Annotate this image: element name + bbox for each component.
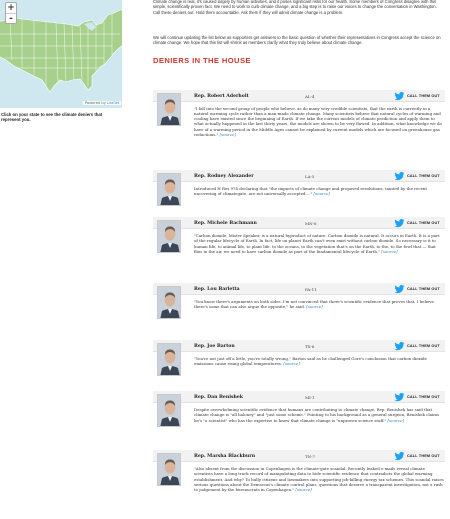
- zoom-in-button[interactable]: +: [7, 3, 15, 13]
- intro-paragraph-2: We will continue updating the list below as supporters get answers to the basic question of whether their representatives in Congress accept the science on climate change. We hope that this list will shrink as members clarify what they truly believe about climate change.: [153, 35, 441, 46]
- twitter-bird-icon: [394, 393, 405, 402]
- rep-district: MN-6: [305, 220, 317, 226]
- quote-text: "You know there's arguments on both sides. I'm not convinced that there's scientific evidence that proves that. I believe there's some that can also argue the opposite," he said.: [194, 299, 434, 310]
- twitter-bird-icon: [394, 219, 405, 228]
- source-link[interactable]: [source]: [381, 248, 398, 254]
- rep-quote: [194, 186, 444, 197]
- section-title: DENIERS IN THE HOUSE: [153, 56, 251, 65]
- quote-text: Despite overwhelming scientific evidence that humans are contributing to climate change, Rep. Benishek has said that climate change is "all baloney" and "just some scheme." Pointing to his background as a general surgeon, Benishek claims he's "a scientist" who has the expertise to know that climate change is "unproven science stuff.": [194, 407, 439, 423]
- zoom-out-button[interactable]: -: [6, 13, 16, 23]
- source-link[interactable]: [source]: [313, 191, 330, 197]
- rep-photo: [157, 173, 181, 206]
- headshot-silhouette: [158, 344, 181, 376]
- call-them-out-button[interactable]: [394, 91, 440, 101]
- twitter-bird-icon: [394, 285, 405, 294]
- rep-quote: [194, 466, 444, 492]
- headshot-silhouette: [158, 221, 181, 253]
- climate-denier-map[interactable]: [0, 0, 122, 108]
- rep-name: Rep. Rodney Alexander: [194, 173, 254, 179]
- rep-photo: [157, 220, 181, 253]
- us-states-map[interactable]: [0, 0, 122, 108]
- rep-district: TX-6: [305, 343, 315, 349]
- rep-name: Rep. Lou Barletta: [194, 286, 240, 292]
- quote-text: "Carbon dioxide, Mister Speaker, is a natural byproduct of nature. Carbon dioxide is natural. It occurs in Earth. It is a part of the regular lifecycle of Earth. In fact, life on planet Earth can't even exist without carbon dioxide. So necessary is it to human life, to animal life, to plant life, to the oceans, to the vegetation that's on the Earth, to the, to the fowl that — that flies in the air, we need to have carbon dioxide as part of the fundamental lifecycle of Earth.": [194, 233, 440, 254]
- call-them-out-label: CALL THEM OUT: [407, 395, 440, 399]
- twitter-bird-icon: [394, 92, 405, 101]
- call-them-out-button[interactable]: [394, 341, 440, 351]
- call-them-out-button[interactable]: [394, 451, 440, 461]
- map-attribution: [83, 101, 121, 105]
- twitter-bird-icon: [394, 342, 405, 351]
- rep-photo: [157, 394, 181, 427]
- headshot-silhouette: [158, 287, 181, 319]
- call-them-out-label: CALL THEM OUT: [407, 344, 440, 348]
- call-them-out-button[interactable]: [394, 218, 440, 228]
- rep-district: PA-11: [305, 286, 317, 292]
- rep-district: AL-4: [305, 93, 315, 99]
- rep-name: Rep. Joe Barton: [194, 343, 235, 349]
- rep-quote: [194, 233, 444, 254]
- rep-photo: [157, 93, 181, 126]
- source-link[interactable]: [source]: [387, 417, 404, 423]
- call-them-out-button[interactable]: [394, 392, 440, 402]
- rep-quote: [194, 106, 444, 138]
- zoom-control: [5, 2, 17, 24]
- intro-paragraph-1: Climate change is real, it's caused largely by human activities, and it poses significant risks for our health. Some members of Congress disagree with this simple, scientifically proven fact. We need to work to curb climate change, and a big step is to raise our voices to change the conversation in Washington. Call these deniers out. Hold them accountable. Ask them if they will admit climate change is a problem.: [153, 0, 437, 15]
- rep-name: Rep. Dan Benishek: [194, 394, 243, 400]
- rep-district: LA-5: [305, 173, 315, 179]
- call-them-out-label: CALL THEM OUT: [407, 174, 440, 178]
- rep-quote: [194, 356, 444, 367]
- attribution-prefix: Powered by: [85, 101, 106, 105]
- call-them-out-button[interactable]: [394, 284, 440, 294]
- leaflet-link[interactable]: Leaflet: [107, 101, 120, 105]
- source-link[interactable]: [source]: [219, 131, 236, 137]
- call-them-out-label: CALL THEM OUT: [407, 287, 440, 291]
- rep-district: MI-1: [305, 394, 315, 400]
- rep-quote: [194, 299, 444, 310]
- contiguous-us-shape[interactable]: [0, 10, 122, 92]
- rep-photo: [157, 453, 181, 486]
- rep-name: Rep. Robert Aderholt: [194, 93, 249, 99]
- quote-text: "You're not just off a little, you're totally wrong," Barton said as he challenged Gore's conclusion that carbon dioxide emissions cause rising global temperatures.: [194, 356, 427, 367]
- twitter-bird-icon: [394, 452, 405, 461]
- call-them-out-label: CALL THEM OUT: [407, 94, 440, 98]
- source-link[interactable]: [source]: [283, 361, 300, 367]
- rep-photo: [157, 286, 181, 319]
- headshot-silhouette: [158, 174, 181, 206]
- call-them-out-label: CALL THEM OUT: [407, 221, 440, 225]
- call-them-out-label: CALL THEM OUT: [407, 454, 440, 458]
- quote-text: "I fall into the second group of people who believe, as do many very credible scientists, that the earth is currently in a natural warming cycle rather than a man-made climate change. Many scientists believe that natural cycles of warming and cooling have existed since the beginning of Earth. If we take the current models of climate prediction and apply them to what actually happened in the last thirty years, the models are shown to be very flawed. In addition, what knowledge we do have of a warming period in the Middle Ages cannot be explained by current models which are focused on greenhouse gas reductions.": [194, 105, 442, 137]
- source-link[interactable]: [source]: [306, 304, 323, 310]
- headshot-silhouette: [158, 454, 181, 486]
- map-caption: Click on your state to see the climate deniers that represent you.: [1, 112, 103, 123]
- rep-district: TN-7: [305, 453, 316, 459]
- headshot-silhouette: [158, 94, 181, 126]
- quote-text: "Also absent from the discussion in Copenhagen is the climate-gate scandal. Recently leaked e-mails reveal climate scientists have a long track record of manipulating data to hide scientific evidence that contradicts the global warming establishment. And why? To bully citizens and lawmakers into supporting job-killing energy tax schemes. This scandal raises serious questions about the Democrat's climate control plans, questions that deserve a transparent investigation, not a rush to judgement by the bureaucrats in Copenhagen.": [194, 466, 444, 493]
- source-link[interactable]: [source]: [295, 487, 312, 493]
- rep-photo: [157, 343, 181, 376]
- rep-name: Rep. Michele Bachmann: [194, 220, 257, 226]
- headshot-silhouette: [158, 395, 181, 427]
- call-them-out-button[interactable]: [394, 171, 440, 181]
- quote-text: Introduced H Res 974 declaring that "the impacts of climate change and proposed resolutions, tainted by the recent uncovering of climategate, are not universally accepted....": [194, 186, 428, 197]
- rep-quote: [194, 407, 444, 423]
- twitter-bird-icon: [394, 172, 405, 181]
- rep-name: Rep. Marsha Blackburn: [194, 453, 256, 459]
